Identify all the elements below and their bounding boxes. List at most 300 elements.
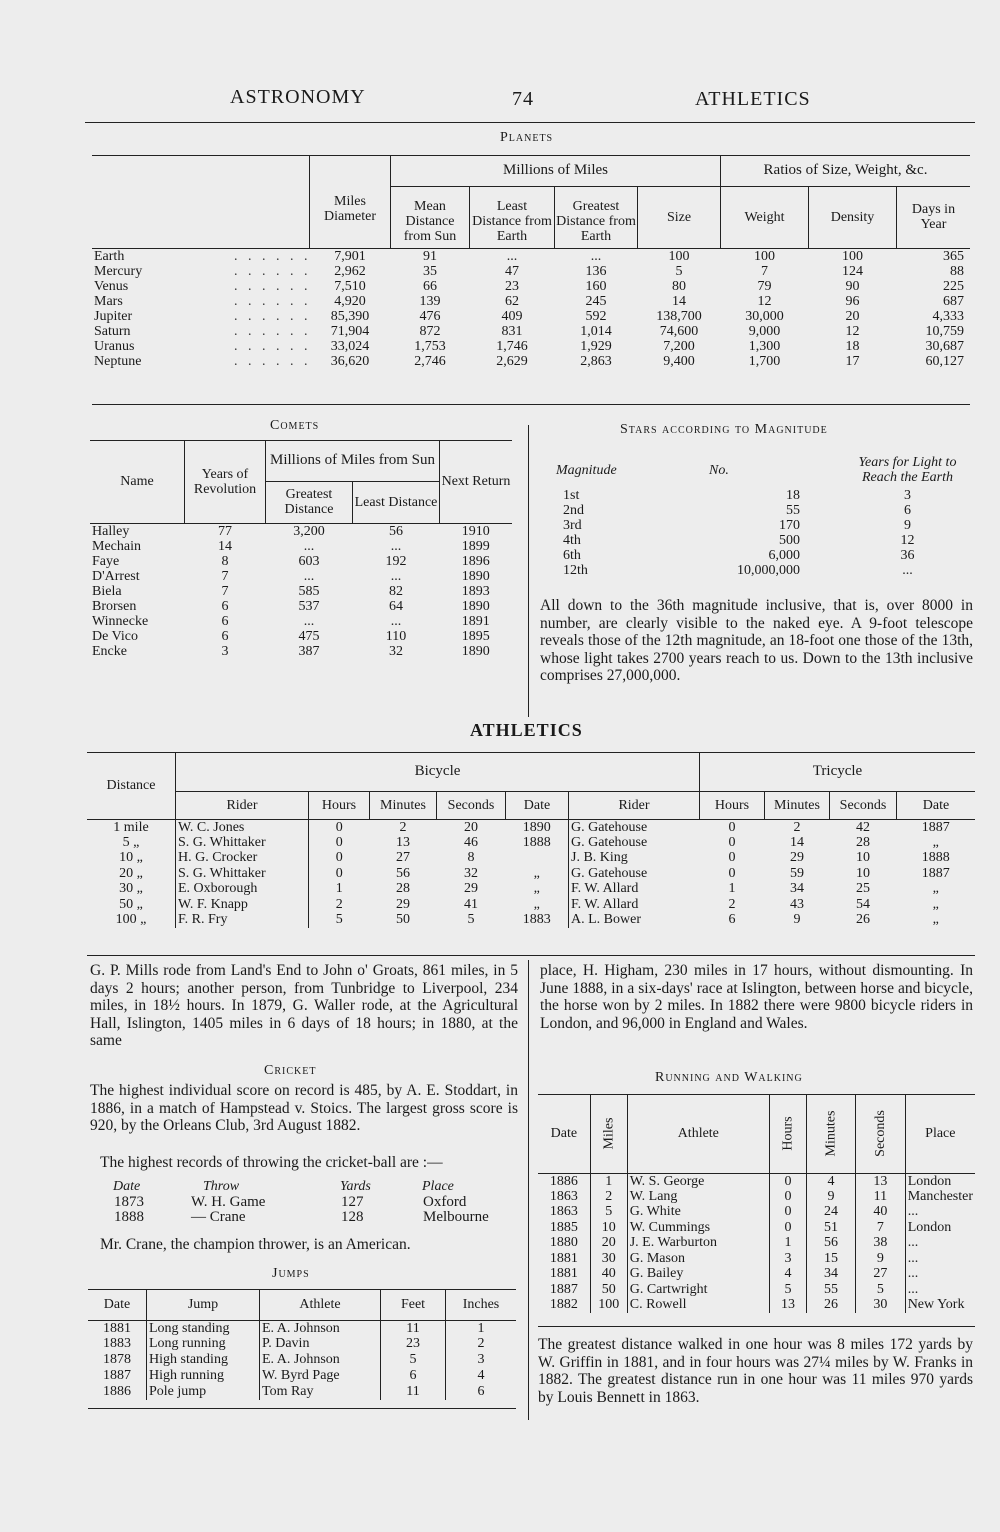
- running-athlete: G. White: [627, 1204, 769, 1220]
- col-run-miles-label: Miles: [601, 1117, 617, 1150]
- running-seconds: 40: [855, 1204, 905, 1220]
- comet-years: 8: [221, 553, 229, 569]
- comet-least: 82: [389, 583, 403, 599]
- planet-name-text: Saturn: [94, 323, 131, 339]
- running-row: [538, 1235, 975, 1251]
- planet-name: [92, 324, 310, 339]
- running-hours: 0: [769, 1204, 806, 1220]
- star-magnitude: 6th: [563, 548, 581, 563]
- tricycle-hours: 0: [728, 819, 736, 835]
- running-athlete: W. S. George: [627, 1173, 769, 1189]
- tricycle-rider: A. L. Bower: [571, 912, 641, 927]
- planet-weight: 1,300: [748, 338, 781, 354]
- planet-size: 74,600: [659, 323, 699, 339]
- col-density: Density: [809, 186, 897, 248]
- col-comet-name: Name: [120, 474, 154, 490]
- star-magnitude: 12th: [563, 563, 588, 578]
- planets-group-ratios: Ratios of Size, Weight, &c.: [721, 156, 971, 186]
- bicycle-seconds: 29: [464, 881, 478, 896]
- comet-least: ...: [390, 613, 402, 629]
- bicycle-date: „: [506, 866, 569, 882]
- planet-name-text: Venus: [94, 278, 129, 294]
- throw-yards: 128: [341, 1209, 364, 1225]
- running-athlete: C. Rowell: [627, 1297, 769, 1313]
- col-run-athlete: Athlete: [627, 1095, 769, 1173]
- bicycle-rider: S. G. Whittaker: [176, 835, 309, 851]
- col-b-seconds: Seconds: [437, 791, 506, 819]
- planet-diameter: 36,620: [330, 353, 370, 369]
- col-comet-greatest: Greatest Distance: [266, 481, 353, 523]
- throw-date: 1873: [114, 1194, 144, 1210]
- cycling-row: [87, 897, 975, 913]
- star-row: [555, 563, 975, 578]
- planet-greatest: 1,014: [580, 323, 612, 339]
- running-hours: 13: [769, 1297, 806, 1313]
- throw-date: 1888: [114, 1209, 144, 1225]
- star-light-years: 12: [900, 533, 915, 548]
- planet-name: [92, 354, 310, 369]
- star-row: [555, 503, 975, 518]
- planet-name: [92, 248, 310, 264]
- planet-row: [92, 294, 970, 309]
- jumps-table: [88, 1290, 516, 1400]
- running-seconds: 13: [855, 1173, 905, 1189]
- bicycle-seconds: 20: [464, 819, 478, 835]
- planet-name-text: Earth: [94, 248, 125, 264]
- jump-date: 1881: [88, 1320, 147, 1336]
- leader-dots: . . . . . .: [227, 308, 308, 324]
- comet-row: [90, 644, 512, 659]
- planet-weight: 9,000: [748, 323, 781, 339]
- comet-next: 1895: [461, 628, 490, 644]
- planet-row: [92, 354, 970, 369]
- bicycle-minutes: 13: [396, 834, 410, 850]
- bicycle-date: „: [506, 897, 569, 913]
- throw-row: [112, 1195, 512, 1210]
- running-minutes: 51: [807, 1220, 856, 1236]
- planet-row: [92, 248, 970, 264]
- cricket-title: Cricket: [264, 1063, 317, 1078]
- jump-row: [88, 1368, 516, 1384]
- planet-days: 10,759: [925, 323, 964, 339]
- planet-diameter: 33,024: [330, 338, 370, 354]
- planet-days: 687: [943, 293, 964, 309]
- jump-feet: 11: [381, 1320, 446, 1336]
- running-row: [538, 1220, 975, 1236]
- mills-paragraph-left: G. P. Mills rode from Land's End to John o' Groats, 861 miles, in 5 days 2 hours; another person, from Tunbridge to Liverpool, 234 miles, in 18½ hours. In 1879, G. Waller rode, at the Agricultural Hall, Islington, 1405 miles in 6 days of 18 hours; in 1880, at the same: [90, 962, 518, 1049]
- running-miles: 50: [590, 1282, 627, 1298]
- running-row: [538, 1297, 975, 1313]
- planet-name: [92, 264, 310, 279]
- comet-row: [90, 584, 512, 599]
- running-place: London: [907, 1219, 952, 1235]
- running-hours: 0: [769, 1173, 806, 1189]
- col-run-miles: [590, 1095, 627, 1173]
- col-throw-name: Throw: [203, 1179, 240, 1194]
- jump-athlete: P. Davin: [260, 1336, 381, 1352]
- comet-name: Faye: [92, 553, 120, 569]
- jump-row: [88, 1352, 516, 1368]
- comet-name: Winnecke: [92, 613, 149, 629]
- cycling-row: [87, 850, 975, 866]
- tricycle-rider: F. W. Allard: [571, 881, 639, 896]
- planets-title: Planets: [500, 130, 554, 145]
- comet-row: [90, 539, 512, 554]
- comet-next: 1893: [461, 583, 490, 599]
- running-minutes: 24: [807, 1204, 856, 1220]
- comet-years: 14: [218, 538, 232, 554]
- tricycle-rider: G. Gatehouse: [571, 819, 648, 835]
- tricycle-minutes: 29: [790, 850, 804, 865]
- comet-least: 110: [385, 628, 407, 644]
- tricycle-date: „: [932, 834, 939, 850]
- jump-inches: 3: [477, 1352, 485, 1367]
- bicycle-hours: 0: [335, 834, 343, 850]
- planet-mean: 476: [419, 308, 441, 324]
- star-count: 55: [786, 503, 800, 518]
- planet-mean: 139: [419, 293, 441, 309]
- planet-name: [92, 279, 310, 294]
- col-least: Least Distance from Earth: [470, 186, 555, 248]
- col-run-date: Date: [538, 1095, 590, 1173]
- tricycle-hours: 6: [728, 912, 736, 927]
- bicycle-minutes: 29: [396, 896, 410, 912]
- planet-mean: 872: [419, 323, 441, 339]
- planet-days: 88: [950, 263, 964, 279]
- stars-paragraph: All down to the 36th magnitude inclusive, that is, over 8000 in number, are clearly visible to the naked eye. A 9-foot telescope reveals those of the 12th magnitude, an 18-foot one those of the 13th, whose light takes 2700 years reach to us. Down to the 13th inclusive comprises 27,000,000.: [540, 597, 973, 684]
- jump-row: [88, 1320, 516, 1336]
- comet-name: Brorsen: [92, 598, 137, 614]
- tricycle-minutes: 9: [793, 912, 801, 927]
- planet-row: [92, 339, 970, 354]
- throw-name: — Crane: [191, 1209, 246, 1225]
- running-place: New York: [907, 1297, 965, 1312]
- col-b-minutes: Minutes: [370, 791, 437, 819]
- jump-athlete: E. A. Johnson: [260, 1320, 381, 1336]
- col-throw-yards: Yards: [340, 1179, 371, 1194]
- planet-name: [92, 339, 310, 354]
- jump-inches: 4: [477, 1368, 485, 1383]
- bicycle-minutes: 28: [396, 881, 410, 896]
- comet-years: 7: [221, 568, 229, 584]
- running-date: 1863: [538, 1189, 590, 1205]
- running-miles: 40: [590, 1266, 627, 1282]
- comet-years: 77: [218, 523, 232, 539]
- planet-weight: 12: [757, 293, 772, 309]
- running-miles: 30: [590, 1251, 627, 1267]
- comet-greatest: 3,200: [293, 523, 325, 539]
- jump-feet: 11: [381, 1384, 446, 1400]
- running-minutes: 26: [807, 1297, 856, 1313]
- bicycle-minutes: 50: [396, 912, 410, 927]
- comet-least: ...: [390, 538, 402, 554]
- running-row: [538, 1204, 975, 1220]
- running-date: 1881: [538, 1266, 590, 1282]
- col-t-minutes: Minutes: [765, 791, 830, 819]
- star-row: [555, 533, 975, 548]
- comet-next: 1890: [461, 598, 490, 614]
- cycling-row: [87, 819, 975, 835]
- col-run-hours: [769, 1095, 806, 1173]
- running-date: 1886: [538, 1173, 590, 1189]
- bicycle-date: [506, 850, 569, 866]
- planet-diameter: 7,510: [334, 278, 366, 294]
- planet-greatest: 245: [585, 293, 607, 309]
- running-miles: 2: [590, 1189, 627, 1205]
- running-place: Manchester: [907, 1188, 973, 1204]
- tricycle-hours: 1: [728, 881, 736, 896]
- planet-density: 20: [845, 308, 860, 324]
- running-miles: 10: [590, 1220, 627, 1236]
- running-seconds: 11: [855, 1189, 905, 1205]
- distance: 10 „: [87, 850, 176, 866]
- col-jump-date: Date: [88, 1290, 147, 1320]
- bicycle-hours: 2: [335, 896, 343, 912]
- distance: 1 mile: [87, 819, 176, 835]
- comet-greatest: 387: [298, 643, 320, 659]
- bicycle-hours: 1: [335, 881, 343, 896]
- col-run-seconds: [855, 1095, 905, 1173]
- bicycle-hours: 5: [335, 912, 343, 927]
- star-count: 18: [786, 488, 800, 503]
- jump-row: [88, 1336, 516, 1352]
- planet-row: [92, 264, 970, 279]
- planet-least: 1,746: [496, 338, 528, 354]
- comet-name: De Vico: [92, 628, 138, 644]
- bicycle-seconds: 32: [464, 865, 478, 881]
- cricket-throw-table: [112, 1178, 512, 1225]
- jump-date: 1886: [88, 1384, 147, 1400]
- leader-dots: . . . . . .: [227, 338, 308, 354]
- running-seconds: 9: [855, 1251, 905, 1267]
- running-row: [538, 1282, 975, 1298]
- tricycle-rider: G. Gatehouse: [571, 834, 648, 850]
- planets-group-miles: Millions of Miles: [391, 156, 721, 186]
- comet-years: 7: [221, 583, 229, 599]
- planet-least: 62: [505, 293, 519, 309]
- tricycle-seconds: 25: [856, 881, 870, 896]
- planet-density: 17: [845, 353, 860, 369]
- running-date: 1863: [538, 1204, 590, 1220]
- planet-days: 4,333: [932, 308, 964, 324]
- planet-density: 18: [845, 338, 860, 354]
- star-light-years: 3: [904, 488, 911, 503]
- running-date: 1885: [538, 1220, 590, 1236]
- running-minutes: 55: [807, 1282, 856, 1298]
- jump-feet: 5: [381, 1352, 446, 1368]
- bicycle-date: 1883: [506, 912, 569, 928]
- tricycle-date: 1887: [921, 819, 950, 835]
- running-athlete: G. Bailey: [627, 1266, 769, 1282]
- comet-name: Halley: [92, 523, 130, 539]
- comet-row: [90, 599, 512, 614]
- bicycle-rider: F. R. Fry: [176, 912, 309, 928]
- running-athlete: W. Cummings: [627, 1220, 769, 1236]
- comet-least: 64: [389, 598, 403, 614]
- stars-table: [555, 452, 975, 578]
- comet-name: Mechain: [92, 538, 141, 554]
- bicycle-minutes: 56: [396, 865, 410, 881]
- tricycle-minutes: 2: [793, 819, 801, 835]
- planet-least: 2,629: [496, 353, 528, 369]
- jump-type: Long running: [147, 1336, 260, 1352]
- jump-type: Long standing: [147, 1320, 260, 1336]
- planet-size: 100: [668, 248, 690, 264]
- tricycle-date: 1887: [921, 865, 950, 881]
- jump-type: High standing: [147, 1352, 260, 1368]
- planet-greatest: 160: [585, 278, 607, 294]
- leader-dots: . . . . . .: [227, 248, 308, 264]
- col-run-minutes-label: Minutes: [823, 1110, 839, 1157]
- bicycle-seconds: 41: [464, 896, 478, 912]
- bicycle-date: 1888: [506, 835, 569, 851]
- planet-density: 124: [842, 263, 863, 279]
- planet-weight: 7: [761, 263, 768, 279]
- col-weight: Weight: [721, 186, 809, 248]
- tricycle-seconds: 42: [856, 819, 870, 835]
- bicycle-hours: 0: [335, 865, 343, 881]
- star-light-years: 6: [904, 503, 911, 518]
- group-tricycle: Tricycle: [700, 753, 976, 791]
- cycling-row: [87, 881, 975, 897]
- tricycle-minutes: 59: [790, 865, 804, 881]
- planet-density: 96: [845, 293, 860, 309]
- col-days: Days in Year: [897, 186, 971, 248]
- jump-date: 1878: [88, 1352, 147, 1368]
- throw-yards: 127: [341, 1194, 364, 1210]
- planet-name-text: Neptune: [94, 353, 142, 369]
- jump-date: 1883: [88, 1336, 147, 1352]
- comet-next: 1890: [461, 568, 490, 584]
- planet-size: 80: [672, 278, 686, 294]
- bicycle-rider: S. G. Whittaker: [176, 866, 309, 882]
- star-row: [555, 518, 975, 533]
- running-minutes: 56: [807, 1235, 856, 1251]
- planet-diameter: 4,920: [334, 293, 366, 309]
- planet-name-text: Mercury: [94, 263, 143, 279]
- planet-row: [92, 279, 970, 294]
- running-title: Running and Walking: [655, 1070, 803, 1085]
- col-diameter: Miles Diameter: [310, 186, 391, 248]
- leader-dots: . . . . . .: [227, 353, 308, 369]
- tricycle-hours: 0: [728, 865, 736, 881]
- comet-years: 6: [221, 628, 229, 644]
- running-miles: 5: [590, 1204, 627, 1220]
- planet-greatest: 136: [585, 263, 607, 279]
- cricket-paragraph-3: Mr. Crane, the champion thrower, is an American.: [100, 1236, 411, 1253]
- star-row: [555, 548, 975, 563]
- bicycle-rider: H. G. Crocker: [176, 850, 309, 866]
- bicycle-seconds: 8: [467, 850, 475, 865]
- col-b-date: Date: [506, 791, 569, 819]
- tricycle-minutes: 14: [790, 834, 804, 850]
- running-hours: 1: [769, 1235, 806, 1251]
- planet-diameter: 2,962: [334, 263, 366, 279]
- col-comet-years: Years of Revolution: [185, 441, 266, 523]
- tricycle-rider: J. B. King: [571, 850, 628, 865]
- comet-row: [90, 569, 512, 584]
- running-hours: 0: [769, 1220, 806, 1236]
- planet-size: 7,200: [663, 338, 695, 354]
- running-minutes: 15: [807, 1251, 856, 1267]
- col-comet-next: Next Return: [440, 441, 513, 523]
- throw-place: Oxford: [423, 1194, 467, 1210]
- col-run-hours-label: Hours: [780, 1116, 796, 1151]
- comets-title: Comets: [270, 418, 320, 433]
- throw-name: W. H. Game: [191, 1194, 266, 1210]
- page-number: 74: [512, 88, 534, 110]
- cycling-row: [87, 912, 975, 928]
- running-seconds: 38: [855, 1235, 905, 1251]
- cycling-row: [87, 835, 975, 851]
- jumps-title: Jumps: [272, 1266, 310, 1281]
- comet-greatest: 537: [298, 598, 320, 614]
- planet-density: 90: [845, 278, 860, 294]
- col-t-rider: Rider: [569, 791, 700, 819]
- tricycle-date: „: [932, 881, 939, 896]
- planet-name-text: Jupiter: [94, 308, 133, 324]
- col-distance: Distance: [87, 753, 176, 819]
- star-count: 6,000: [768, 548, 800, 563]
- running-athlete: G. Cartwright: [627, 1282, 769, 1298]
- throw-row: [112, 1210, 512, 1225]
- comets-table: [90, 441, 512, 659]
- col-mean: Mean Distance from Sun: [391, 186, 470, 248]
- running-row: [538, 1251, 975, 1267]
- planet-density: 100: [842, 248, 863, 264]
- planet-days: 225: [943, 278, 964, 294]
- star-row: [555, 488, 975, 503]
- planet-greatest: 1,929: [580, 338, 612, 354]
- comet-name: Encke: [92, 643, 127, 659]
- col-run-minutes: [807, 1095, 856, 1173]
- header-right: ATHLETICS: [695, 88, 811, 110]
- tricycle-seconds: 54: [856, 896, 870, 912]
- col-b-hours: Hours: [309, 791, 370, 819]
- jump-feet: 6: [381, 1368, 446, 1384]
- planet-row: [92, 324, 970, 339]
- col-greatest: Greatest Distance from Earth: [555, 186, 638, 248]
- jump-inches: 2: [477, 1336, 485, 1351]
- running-miles: 100: [590, 1297, 627, 1313]
- planet-greatest: ...: [590, 248, 602, 264]
- planet-weight: 1,700: [748, 353, 781, 369]
- star-magnitude: 3rd: [563, 518, 582, 533]
- jump-feet: 23: [381, 1336, 446, 1352]
- planet-greatest: 592: [585, 308, 607, 324]
- planet-size: 138,700: [656, 308, 702, 324]
- tricycle-date: „: [932, 896, 939, 912]
- running-minutes: 4: [807, 1173, 856, 1189]
- planet-weight: 100: [754, 248, 775, 264]
- comet-row: [90, 554, 512, 569]
- tricycle-seconds: 10: [856, 865, 870, 881]
- col-run-place: Place: [925, 1126, 956, 1142]
- tricycle-hours: 0: [728, 834, 736, 850]
- col-star-no: No.: [709, 462, 729, 478]
- running-paragraph: The greatest distance walked in one hour was 8 miles 172 yards by W. Griffin in 1881, and in four hours was 27¼ miles by W. Franks in 1882. The greatest distance run in one hour was 11 miles 970 yards by Louis Bennett in 1863.: [538, 1336, 973, 1406]
- running-place: ...: [907, 1250, 919, 1266]
- planet-least: 831: [501, 323, 523, 339]
- jump-inches: 6: [477, 1384, 485, 1399]
- comet-row: [90, 614, 512, 629]
- comet-least: 56: [389, 523, 403, 539]
- planet-row: [92, 309, 970, 324]
- planet-name: [92, 294, 310, 309]
- planet-size: 14: [672, 293, 686, 309]
- jump-type: Pole jump: [147, 1384, 260, 1400]
- col-jump-feet: Feet: [381, 1290, 446, 1320]
